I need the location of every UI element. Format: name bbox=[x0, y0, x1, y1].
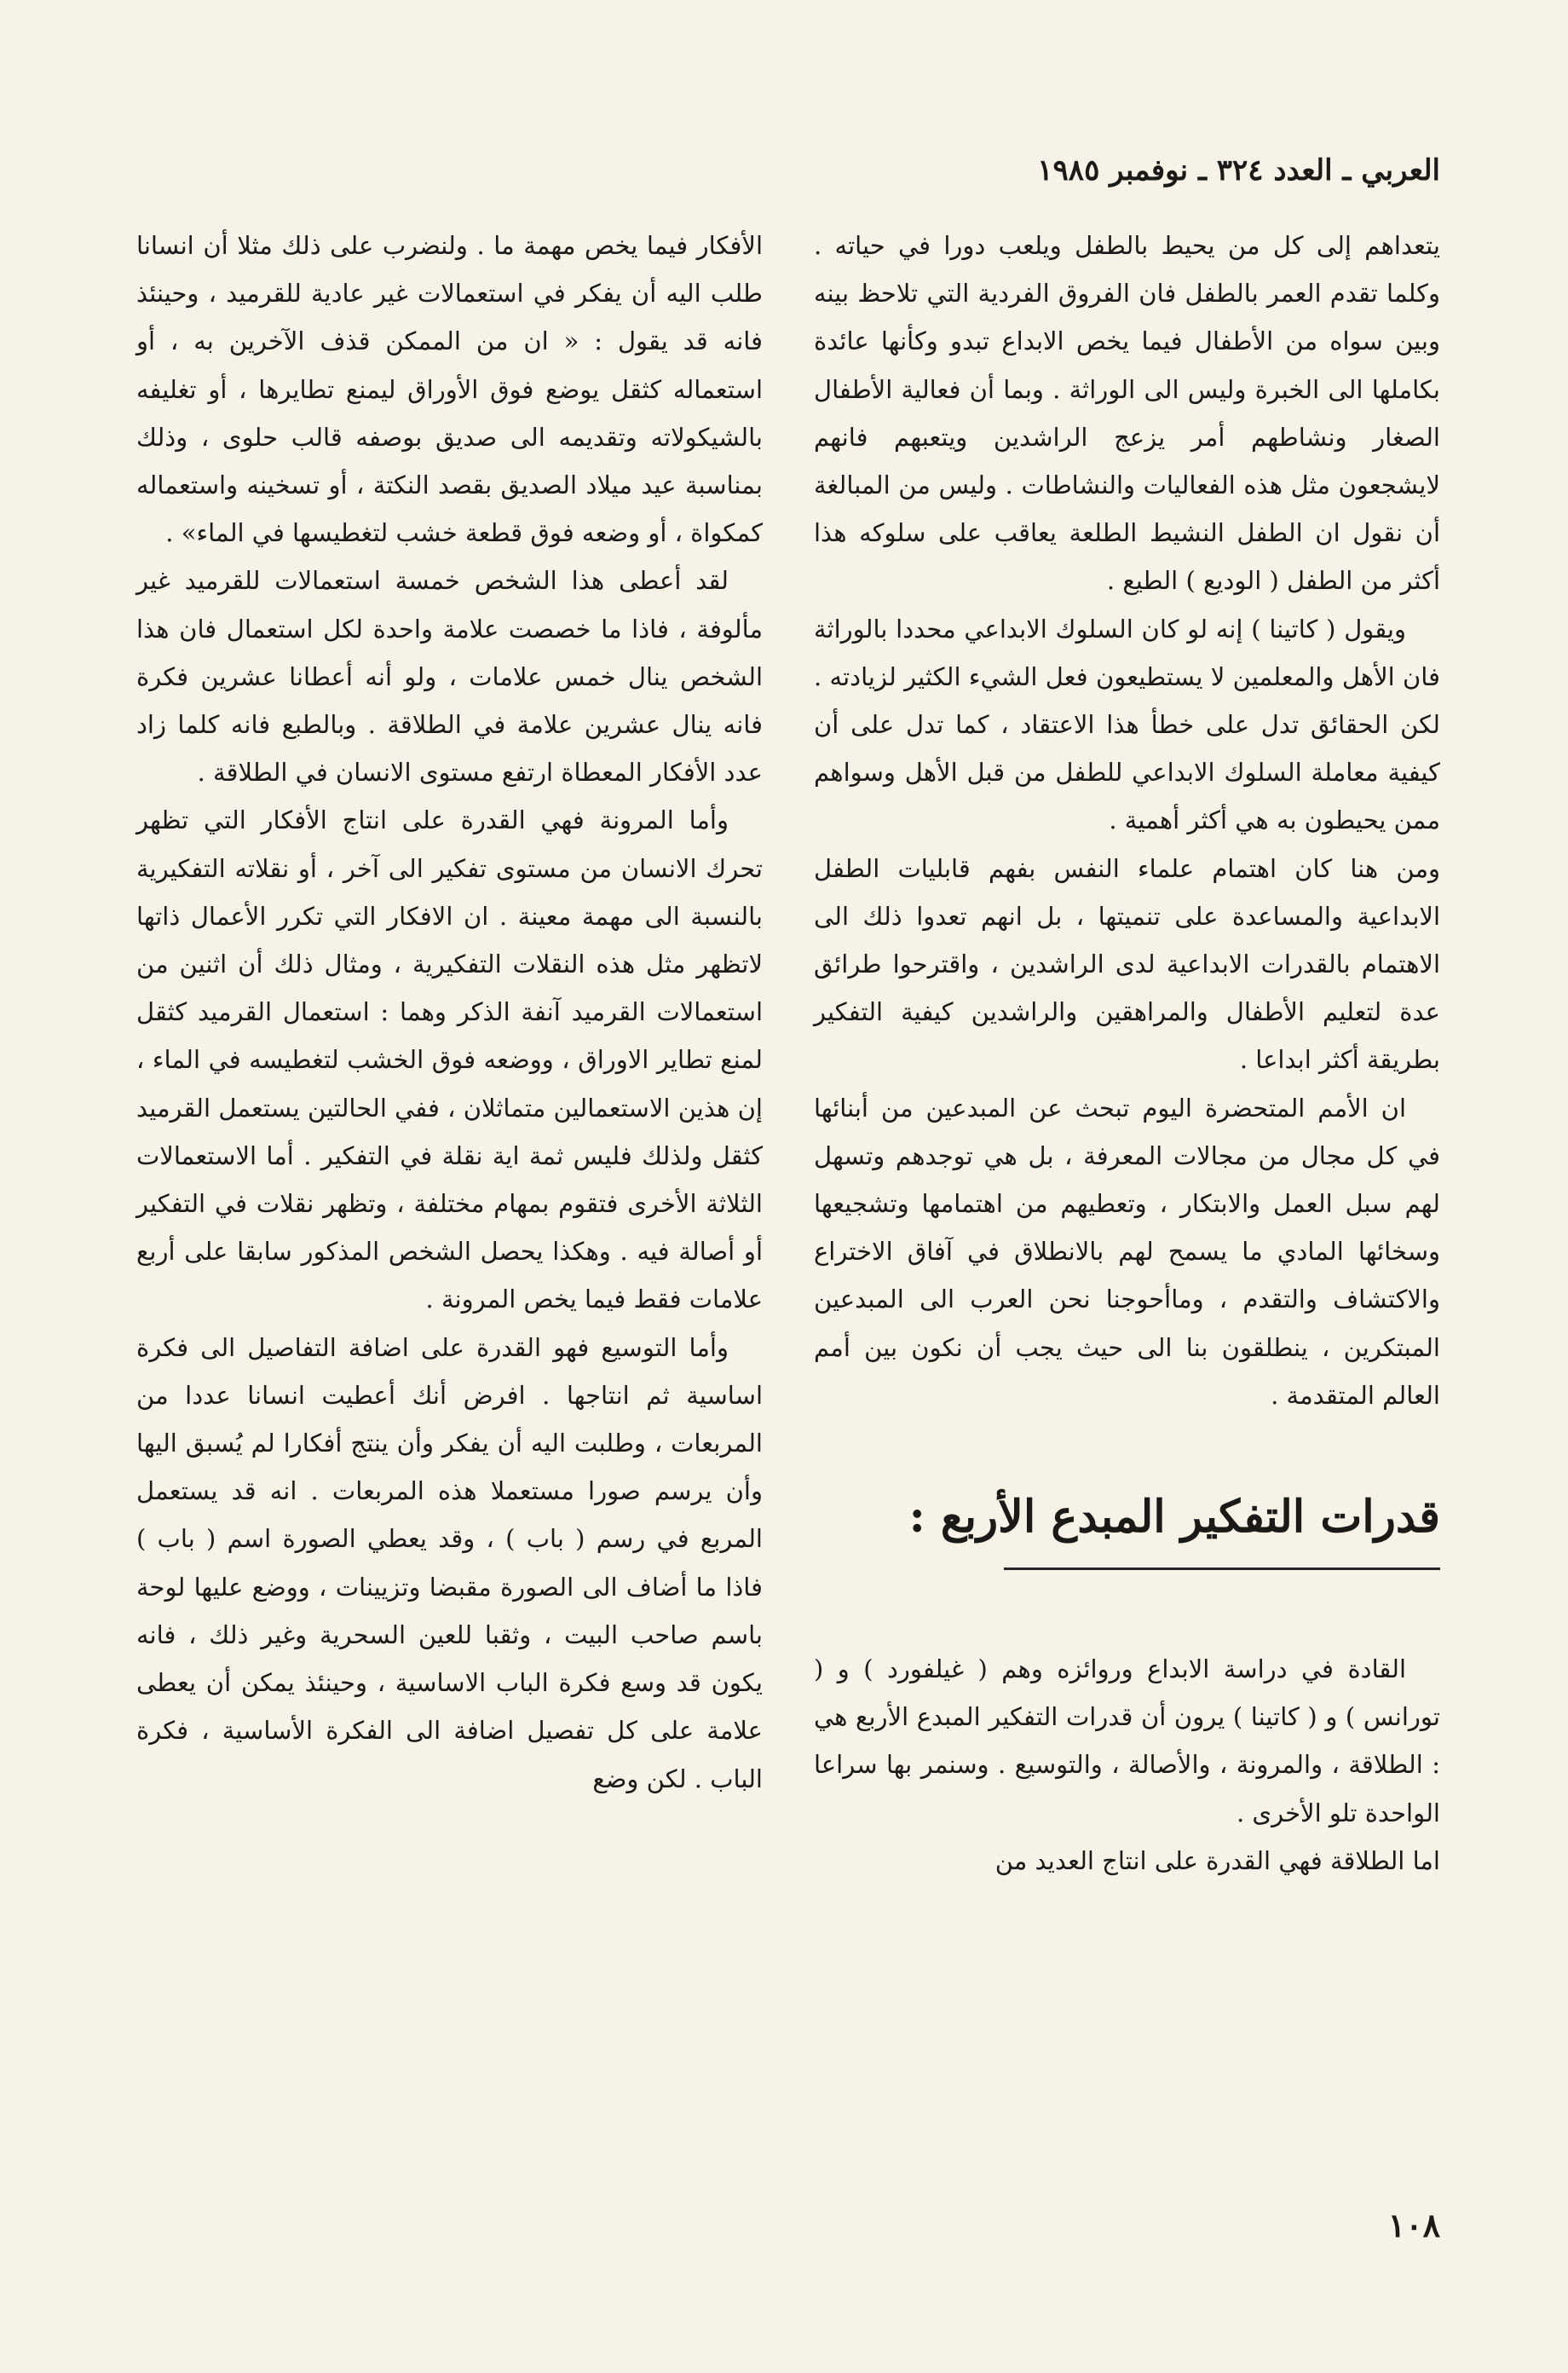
paragraph: وأما التوسيع فهو القدرة على اضافة التفاصيل الى فكرة اساسية ثم انتاجها . افرض أنك أعطيت انسانا عددا من المربعات ، وطلبت اليه أن يفكر وأن ينتج أفكارا لم يُسبق اليها وأن يرسم صورا مستعملا هذه المربعات . انه قد يستعمل المربع في رسم ( باب ) ، وقد يعطي الصورة اسم ( باب ) فاذا ما أضاف الى الصورة مقبضا وتزيينات ، ووضع عليها لوحة باسم صاحب البيت ، وثقبا للعين السحرية وغير ذلك ، فانه يكون قد وسع فكرة الباب الاساسية ، وحينئذ يمكن أن يعطى علامة على كل تفصيل اضافة الى الفكرة الأساسية ، فكرة الباب . لكن وضع bbox=[136, 1332, 763, 1793]
left-column bbox=[136, 222, 763, 1803]
right-column bbox=[814, 222, 1440, 1885]
running-head: العربي ـ العدد ٣٢٤ ـ نوفمبر ١٩٨٥ bbox=[1037, 153, 1440, 188]
paragraph: لقد أعطى هذا الشخص خمسة استعمالات للقرميد غير مألوفة ، فاذا ما خصصت علامة واحدة لكل استعمال فان هذا الشخص ينال خمس علامات ، ولو أنه أعطانا عشرين فكرة فانه ينال عشرين علامة في الطلاقة . وبالطبع فانه كلما زاد عدد الأفكار المعطاة ارتفع مستوى الانسان في الطلاقة . bbox=[136, 566, 763, 788]
paragraph: اما الطلاقة فهي القدرة على انتاج العديد من bbox=[994, 1845, 1440, 1875]
paragraph: الأفكار فيما يخص مهمة ما . ولنضرب على ذلك مثلا أن انسانا طلب اليه أن يفكر في استعمالات غير عادية للقرميد ، وحينئذ فانه قد يقول : « ان من الممكن قذف الآخرين به ، أو استعماله كثقل يوضع فوق الأوراق ليمنع تطايرها ، أو تغليفه بالشيكولاته وتقديمه الى صديق بوصفه قالب حلوى ، وذلك بمناسبة عيد ميلاد الصديق بقصد النكتة ، أو تسخينه واستعماله كمكواة ، أو وضعه فوق قطعة خشب لتغطيسها في الماء» . bbox=[136, 231, 763, 548]
paragraph: ومن هنا كان اهتمام علماء النفس بفهم قابليات الطفل الابداعية والمساعدة على تنميتها ، بل انهم تعدوا ذلك الى الاهتمام بالقدرات الابداعية لدى الراشدين ، واقترحوا طرائق عدة لتعليم الأطفال والمراهقين والراشدين كيفية التفكير بطريقة أكثر ابداعا . bbox=[814, 853, 1440, 1075]
paragraph: القادة في دراسة الابداع وروائزه وهم ( غيلفورد ) و ( تورانس ) و ( كاتينا ) يرون أن قدرات التفكير المبدع الأربع هي : الطلاقة ، والمرونة ، والأصالة ، والتوسيع . وسنمر بها سراعا الواحدة تلو الأخرى . bbox=[814, 1654, 1440, 1827]
paragraph: وأما المرونة فهي القدرة على انتاج الأفكار التي تظهر تحرك الانسان من مستوى تفكير الى آخر ، أو نقلاته التفكيرية بالنسبة الى مهمة معينة . ان الافكار التي تكرر الأعمال ذاتها لاتظهر مثل هذه النقلات التفكيرية ، ومثال ذلك أن اثنين من استعمالات القرميد آنفة الذكر وهما : استعمال القرميد كثقل لمنع تطاير الاوراق ، ووضعه فوق الخشب لتغطيسه في الماء ، إن هذين الاستعمالين متماثلان ، ففي الحالتين يستعمل القرميد كثقل ولذلك فليس ثمة اية نقلة في التفكير . أما الاستعمالات الثلاثة الأخرى فتقوم بمهام مختلفة ، وتظهر نقلات في التفكير أو أصالة فيه . وهكذا يحصل الشخص المذكور سابقا على أربع علامات فقط فيما يخص المرونة . bbox=[136, 805, 763, 1314]
paragraph: يتعداهم إلى كل من يحيط بالطفل ويلعب دورا في حياته . وكلما تقدم العمر بالطفل فان الفروق الفردية التي تلاحظ بينه وبين سواه من الأطفال فيما يخص الابداع تبدو وكأنها عائدة بكاملها الى الخبرة وليس الى الوراثة . وبما أن فعالية الأطفال الصغار ونشاطهم أمر يزعج الراشدين ويتعبهم فانهم لايشجعون مثل هذه الفعاليات والنشاطات . وليس من المبالغة أن نقول ان الطفل النشيط الطلعة يعاقب على سلوكه هذا أكثر من الطفل ( الوديع ) الطيع . bbox=[814, 231, 1440, 596]
section-heading: قدرات التفكير المبدع الأربع : bbox=[1004, 1487, 1440, 1570]
paragraph: ويقول ( كاتينا ) إنه لو كان السلوك الابداعي محددا بالوراثة فان الأهل والمعلمين لا يستطيعون فعل الشيء الكثير لزيادته . لكن الحقائق تدل على خطأ هذا الاعتقاد ، كما تدل على أن كيفية معاملة السلوك الابداعي للطفل من قبل الأهل وسواهم ممن يحيطون به هي أكثر أهمية . bbox=[814, 614, 1440, 835]
page-number: ١٠٨ bbox=[1387, 2206, 1440, 2244]
paragraph: ان الأمم المتحضرة اليوم تبحث عن المبدعين من أبنائها في كل مجال من مجالات المعرفة ، بل هي توجدهم وتسهل لهم سبل العمل والابتكار ، وتعطيهم من اهتمامها وتشجيعها وسخائها المادي ما يسمح لهم بالانطلاق في آفاق الاختراع والاكتشاف والتقدم ، وماأحوجنا نحن العرب الى المبدعين المبتكرين ، ينطلقون بنا الى حيث يجب أن نكون بين أمم العالم المتقدمة . bbox=[814, 1093, 1440, 1410]
